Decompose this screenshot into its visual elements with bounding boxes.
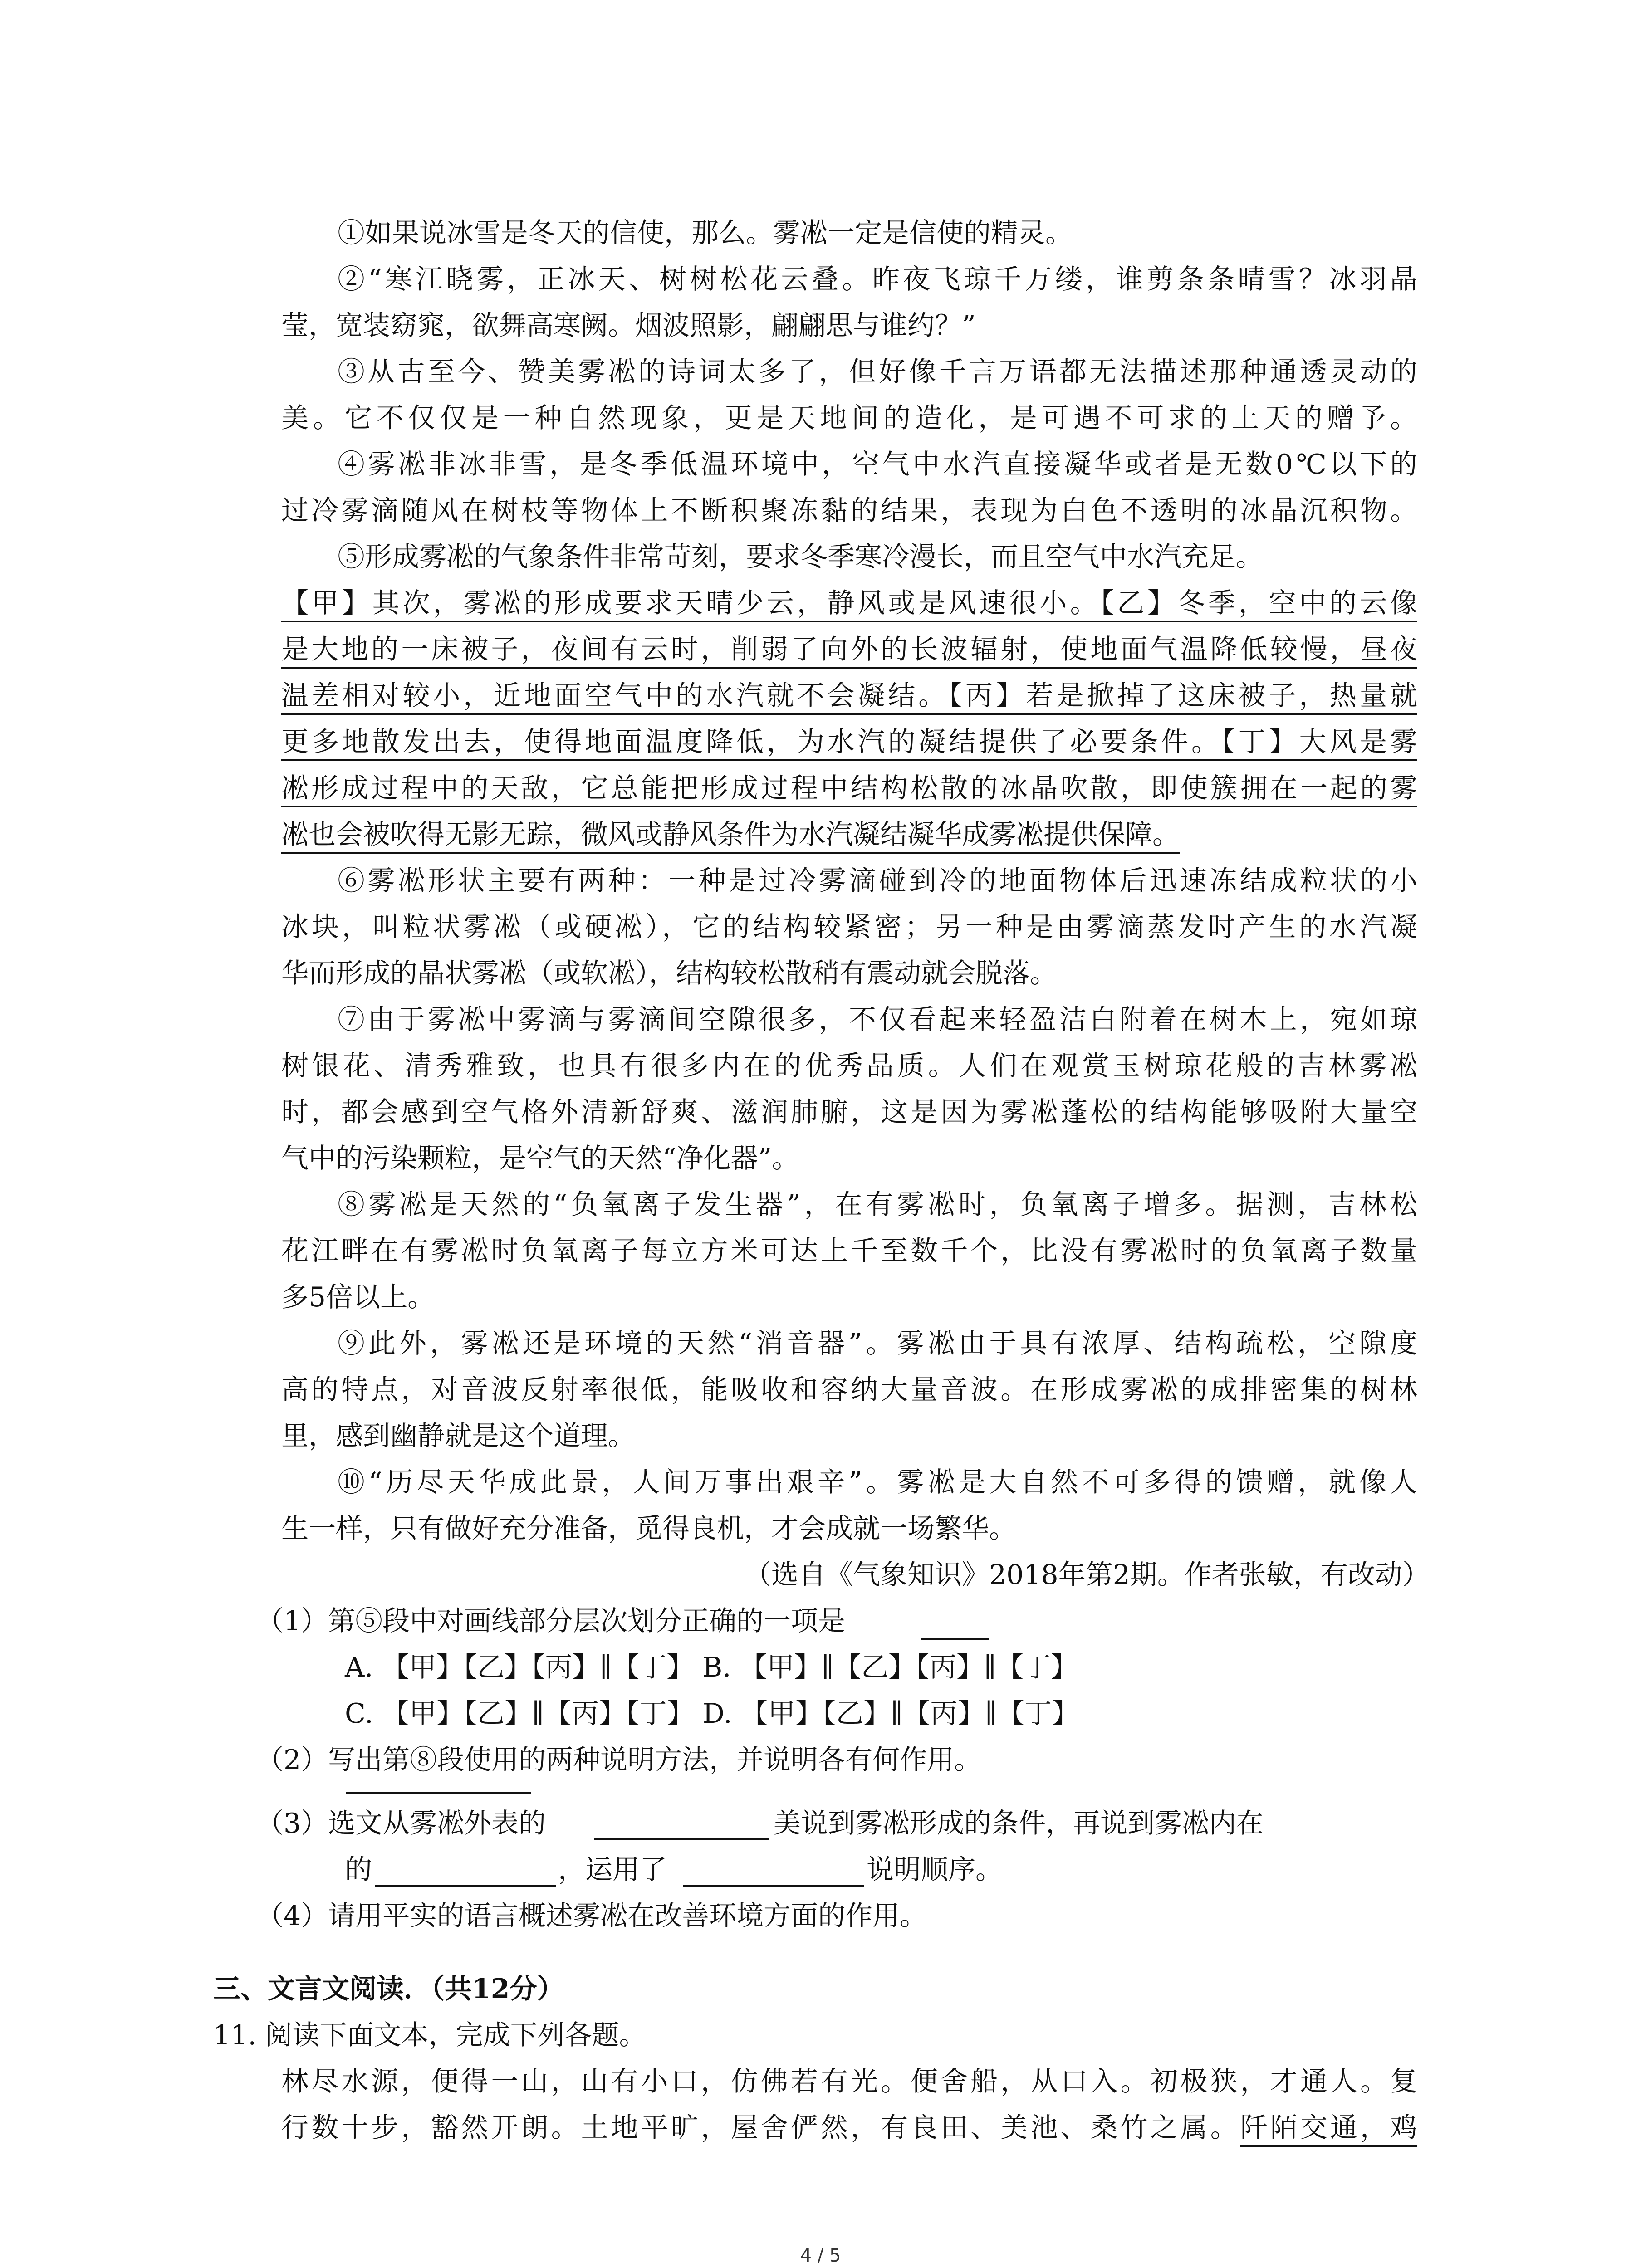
passage-line-p1-l1: ①如果说冰雪是冬天的信使，那么。雾凇一定是信使的精灵。 — [338, 217, 1073, 249]
passage-line-p10-l2: 生一样，只有做好充分准备，觅得良机，才会成就一场繁华。 — [281, 1513, 1016, 1545]
question-line-q3-l1b: 美说到雾凇形成的条件，再说到雾凇内在 — [774, 1808, 1264, 1839]
passage-line-p4-l1: ④雾凇非冰非雪，是冬季低温环境中，空气中水汽直接凝华或者是无数0℃以下的 — [338, 449, 1417, 480]
passage-line-p4-l2: 过冷雾滴随风在树枝等物体上不断积聚冻黏的结果，表现为白色不透明的冰晶沉积物。 — [281, 495, 1417, 527]
passage-line-p5-l7: 凇也会被吹得无影无踪，微风或静风条件为水汽凝结凝华成雾凇提供保障。 — [281, 819, 1180, 850]
passage-line-p9-l3: 里，感到幽静就是这个道理。 — [281, 1420, 635, 1452]
passage-line-p7-l3: 时，都会感到空气格外清新舒爽、滋润肺腑，这是因为雾凇蓬松的结构能够吸附大量空 — [281, 1096, 1417, 1128]
answer-blank-q2[interactable] — [346, 1792, 531, 1794]
classical-text-line: 林尽水源，便得一山，山有小口，仿佛若有光。便舍船，从口入。初极狭，才通人。复 — [281, 2066, 1417, 2097]
question-line-q3-l2c: 说明顺序。 — [867, 1854, 1003, 1886]
passage-line-source: （选自《气象知识》2018年第2期。作者张敏，有改动） — [744, 1559, 1430, 1591]
question-line-q1: （1）第⑤段中对画线部分层次划分正确的一项是 — [256, 1605, 846, 1637]
passage-line-p7-l4: 气中的污染颗粒，是空气的天然“净化器”。 — [281, 1143, 799, 1174]
question-line-q3-l1a: （3）选文从雾凇外表的 — [256, 1808, 546, 1839]
passage-line-p8-l1: ⑧雾凇是天然的“负氧离子发生器”，在有雾凇时，负氧离子增多。据测，吉林松 — [338, 1189, 1417, 1221]
passage-line-p3-l1: ③从古至今、赞美雾凇的诗词太多了，但好像千言万语都无法描述那种通透灵动的 — [338, 356, 1417, 388]
question-line-q3-l2b: ，运用了 — [558, 1854, 667, 1886]
underlined-phrase: 阡陌交通，鸡 — [1240, 2112, 1418, 2144]
question-line-q1-ab: A. 【甲】【乙】【丙】∥【丁】 B. 【甲】∥【乙】【丙】∥【丁】 — [345, 1652, 1078, 1683]
passage-line-p5-l3: 是大地的一床被子，夜间有云时，削弱了向外的长波辐射，使地面气温降低较慢，昼夜 — [281, 634, 1417, 665]
question-line-q4: （4）请用平实的语言概述雾凇在改善环境方面的作用。 — [256, 1900, 927, 1932]
passage-line-p8-l2: 花江畔在有雾凇时负氧离子每立方米可达上千至数千个，比没有雾凇时的负氧离子数量 — [281, 1235, 1417, 1267]
question-line-q2: （2）写出第⑧段使用的两种说明方法，并说明各有何作用。 — [256, 1744, 982, 1776]
passage-line-p7-l2: 树银花、清秀雅致，也具有很多内在的优秀品质。人们在观赏玉树琼花般的吉林雾凇 — [281, 1050, 1417, 1082]
passage-line-p6-l1: ⑥雾凇形状主要有两种：一种是过冷雾滴碰到冷的地面物体后迅速冻结成粒状的小 — [338, 865, 1417, 897]
passage-line-p5-l2: 【甲】其次，雾凇的形成要求天晴少云，静风或是风速很小。【乙】冬季，空中的云像 — [281, 587, 1417, 619]
passage-line-p2-l1: ②“寒江晓雾，正冰天、树树松花云叠。昨夜飞琼千万缕，谁剪条条晴雪？冰羽晶 — [338, 264, 1417, 295]
answer-blank-q3-order[interactable] — [683, 1885, 864, 1887]
passage-line-p3-l2: 美。它不仅仅是一种自然现象，更是天地间的造化，是可遇不可求的上天的赠予。 — [281, 402, 1417, 434]
answer-blank-q3-inner[interactable] — [375, 1885, 556, 1887]
passage-line-p9-l2: 高的特点，对音波反射率很低，能吸收和容纳大量音波。在形成雾凇的成排密集的树林 — [281, 1374, 1417, 1406]
passage-line-p8-l3: 多5倍以上。 — [281, 1281, 435, 1313]
passage-line-p2-l2: 莹，宽装窈窕，欲舞高寒阙。烟波照影，翩翩思与谁约？” — [281, 310, 976, 342]
question-line-q1-cd: C. 【甲】【乙】∥【丙】【丁】 D. 【甲】【乙】∥【丙】∥【丁】 — [345, 1698, 1079, 1730]
passage-line-p7-l1: ⑦由于雾凇中雾滴与雾滴间空隙很多，不仅看起来轻盈洁白附着在树木上，宛如琼 — [338, 1004, 1417, 1036]
question-11: 11. 阅读下面文本，完成下列各题。 — [213, 2019, 647, 2051]
passage-line-p6-l3: 华而形成的晶状雾凇（或软凇），结构较松散稍有震动就会脱落。 — [281, 958, 1057, 989]
passage-line-p9-l1: ⑨此外，雾凇还是环境的天然“消音器”。雾凇由于具有浓厚、结构疏松，空隙度 — [338, 1328, 1417, 1359]
passage-line-p6-l2: 冰块，叫粒状雾凇（或硬凇），它的结构较紧密；另一种是由雾滴蒸发时产生的水汽凝 — [281, 911, 1417, 943]
passage-line-p5-l5: 更多地散发出去，使得地面温度降低，为水汽的凝结提供了必要条件。【丁】大风是雾 — [281, 726, 1417, 758]
answer-blank-q3-outer[interactable] — [594, 1838, 769, 1840]
page-number: 4 / 5 — [800, 2245, 841, 2266]
passage-line-p10-l1: ⑩“历尽天华成此景，人间万事出艰辛”。雾凇是大自然不可多得的馈赠，就像人 — [338, 1466, 1417, 1498]
classical-text-line — [281, 2112, 1418, 2144]
passage-line-p5-l1: ⑤形成雾凇的气象条件非常苛刻，要求冬季寒冷漫长，而且空气中水汽充足。 — [338, 541, 1263, 573]
section-heading: 三、文言文阅读．（共12分） — [213, 1973, 564, 2005]
answer-blank-q1[interactable] — [921, 1638, 989, 1640]
passage-line-p5-l4: 温差相对较小，近地面空气中的水汽就不会凝结。【丙】若是掀掉了这床被子，热量就 — [281, 680, 1417, 712]
passage-line-p5-l6: 凇形成过程中的天敌，它总能把形成过程中结构松散的冰晶吹散，即使簇拥在一起的雾 — [281, 772, 1417, 804]
question-line-q3-l2a: 的 — [345, 1854, 372, 1886]
classical-text-line-2: 行数十步，豁然开朗。土地平旷，屋舍俨然，有良田、美池、桑竹之属。阡陌交通，鸡 — [281, 2112, 1418, 2144]
